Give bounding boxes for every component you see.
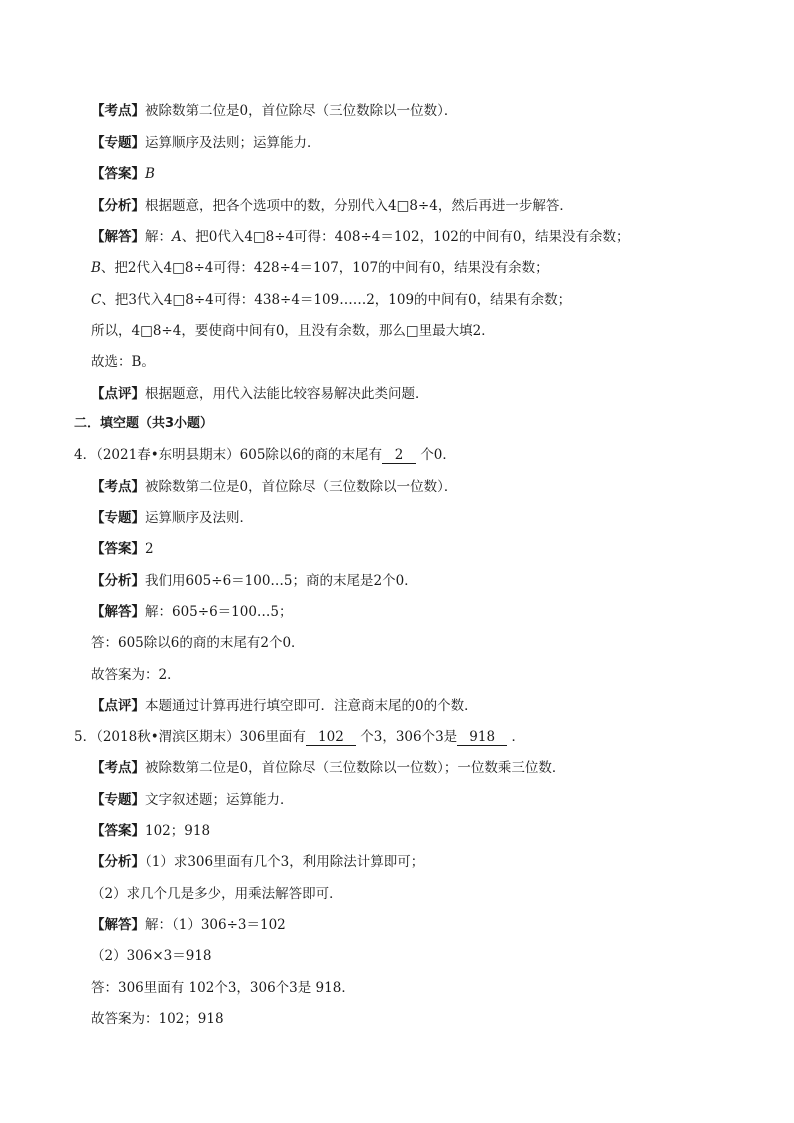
q3-jieda-line-2 [91,259,549,277]
jieda-text: 解：605÷6＝100…5； [145,604,293,620]
daan-tag: 【答案】 [91,166,145,182]
kaodian-tag: 【考点】 [91,479,145,495]
jieda-tag: 【解答】 [91,604,145,620]
section-title: 二．填空题（共3小题） [74,416,214,431]
q5-kaodian-line [91,759,565,777]
zhuanti-tag: 【专题】 [91,510,145,526]
fenxi-tag: 【分析】 [91,573,145,589]
jieda-tag: 【解答】 [91,229,145,245]
q5-zhuanti-line [91,791,294,809]
fenxi-tag: 【分析】 [91,854,145,870]
stem-text: ． [511,729,525,745]
q4-kaodian-line [91,478,457,496]
zhuanti-text: 文字叙述题；运算能力． [145,792,294,808]
q4-jieda-line-2: 答：605除以6的商的末尾有2个0． [91,635,305,651]
zhuanti-tag: 【专题】 [91,792,145,808]
q3-kaodian-line [91,102,457,120]
answer-blank: 2 [382,448,416,464]
q4-fenxi-line [91,572,418,590]
fenxi-text: 我们用605÷6＝100…5；商的末尾是2个0． [145,573,418,589]
daan-text: B [145,166,155,182]
daan-text: 2 [145,541,154,557]
q4-daan-line [91,540,154,558]
kaodian-tag: 【考点】 [91,103,145,119]
jieda-text: 、把2代入4□8÷4可得：428÷4＝107，107的中间有0，结果没有余数； [100,260,549,276]
q5-jieda-line-3: 答：306里面有 102个3，306个3是 918． [91,980,355,996]
answer-blank: 918 [457,730,507,746]
dianping-tag: 【点评】 [91,698,145,714]
daan-text: 102；918 [145,823,211,839]
zhuanti-text: 运算顺序及法则；运算能力． [145,135,321,151]
option-c: C [91,292,102,308]
q4-stem [74,446,456,464]
q4-jieda-line-1 [91,603,293,621]
q3-jieda-line-1 [91,228,629,246]
dianping-text: 根据题意，用代入法能比较容易解决此类问题． [145,386,429,402]
answer-blank: 102 [306,730,356,746]
q5-fenxi-line-1 [91,853,424,871]
daan-tag: 【答案】 [91,541,145,557]
fenxi-text: 根据题意，把各个选项中的数，分别代入4□8÷4，然后再进一步解答． [145,198,573,214]
q4-zhuanti-line [91,509,253,527]
kaodian-text: 被除数第二位是0，首位除尽（三位数除以一位数）；一位数乘三位数． [145,760,566,776]
jieda-tag: 【解答】 [91,917,145,933]
q5-jieda-line-2: （2）306×3＝918 [91,948,212,964]
q3-jieda-line-3 [91,291,571,309]
jieda-text: 解： [145,229,172,245]
q3-zhuanti-line [91,134,321,152]
q3-fenxi-line [91,197,573,215]
q5-jieda-line-1 [91,916,286,934]
dianping-text: 本题通过计算再进行填空即可．注意商末尾的0的个数． [145,698,478,714]
option-b: B [91,260,101,276]
q5-fenxi-line-2: （2）求几个几是多少，用乘法解答即可． [91,886,343,902]
q3-jieda-line-4: 所以，4□8÷4，要使商中间有0，且没有余数，那么□里最大填2． [91,323,495,339]
stem-text: 个0． [420,447,456,463]
jieda-text: 解：（1）306÷3＝102 [145,917,286,933]
zhuanti-tag: 【专题】 [91,135,145,151]
q4-jieda-line-3: 故答案为：2． [91,667,181,683]
fenxi-text: （1）求306里面有几个3，利用除法计算即可； [145,854,425,870]
jieda-text: 、把3代入4□8÷4可得：438÷4＝109……2，109的中间有0，结果有余数； [101,292,572,308]
kaodian-text: 被除数第二位是0，首位除尽（三位数除以一位数）． [145,103,458,119]
kaodian-text: 被除数第二位是0，首位除尽（三位数除以一位数）． [145,479,458,495]
stem-text: 5．（2018秋•渭滨区期末）306里面有 [74,729,306,745]
fenxi-tag: 【分析】 [91,198,145,214]
jieda-text: 、把0代入4□8÷4可得：408÷4＝102，102的中间有0，结果没有余数； [181,229,630,245]
option-a: A [172,229,182,245]
q3-daan-line [91,165,155,183]
kaodian-tag: 【考点】 [91,760,145,776]
q5-stem [74,728,525,746]
daan-tag: 【答案】 [91,823,145,839]
dianping-tag: 【点评】 [91,386,145,402]
stem-text: 个3，306个3是 [360,729,458,745]
q5-jieda-line-4: 故答案为：102；918 [91,1011,224,1027]
stem-text: 4．（2021春•东明县期末）605除以6的商的末尾有 [74,447,383,463]
q3-dianping-line [91,385,429,403]
zhuanti-text: 运算顺序及法则． [145,510,253,526]
q5-daan-line [91,822,210,840]
q4-dianping-line [91,697,478,715]
q3-jieda-line-5: 故选：B。 [91,354,155,370]
